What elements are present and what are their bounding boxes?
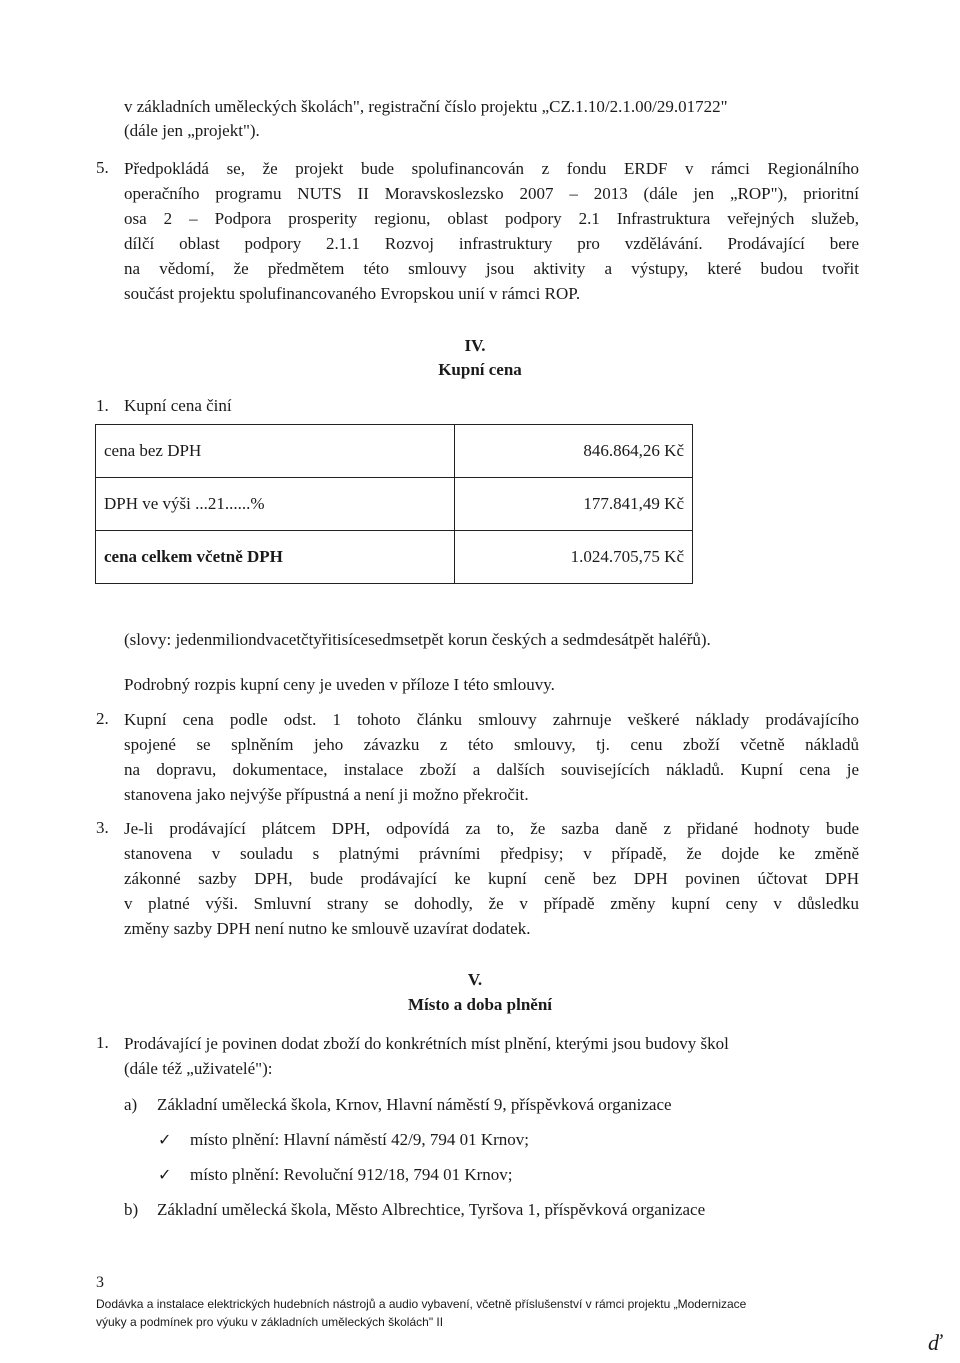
place-a-text: Základní umělecká škola, Krnov, Hlavní náměstí 9, příspěvková organizace	[157, 1095, 672, 1114]
item-5-line: na vědomí, že předmětem této smlouvy jsou aktivity a výstupy, které budou tvořit	[124, 259, 859, 278]
footer-line-2: výuky a podmínek pro výuku v základních uměleckých školách" II	[96, 1315, 444, 1329]
item-2-number: 2.	[96, 709, 109, 728]
place-a-item: místo plnění: Hlavní náměstí 42/9, 794 01 Krnov;	[190, 1130, 530, 1149]
place-line-1: Prodávající je povinen dodat zboží do konkrétních míst plnění, kterými jsou budovy škol	[124, 1034, 729, 1053]
item-3-line: Je-li prodávající plátcem DPH, odpovídá za to, že sazba daně z přidané hodnoty bude	[124, 819, 859, 838]
item-5-line: součást projektu spolufinancovaného Evropskou unií v rámci ROP.	[124, 284, 581, 303]
table-row	[96, 478, 693, 531]
item-5-number: 5.	[96, 158, 109, 177]
item-5-line: operačního programu NUTS II Moravskoslezsko 2007 – 2013 (dále jen „ROP"), prioritní	[124, 184, 859, 203]
item-5-line: osa 2 – Podpora prosperity regionu, oblast podpory 2.1 Infrastruktura veřejných služeb,	[124, 209, 859, 228]
place-b-label: b)	[124, 1200, 139, 1219]
total-label: cena celkem včetně DPH	[96, 531, 455, 584]
vat-label: DPH ve výši ...21......%	[96, 478, 455, 531]
handwritten-initials: ď	[928, 1330, 942, 1355]
price-intro-text: Kupní cena činí	[124, 396, 232, 415]
item-5-line: Předpokládá se, že projekt bude spolufinancován z fondu ERDF v rámci Regionálního	[124, 159, 859, 178]
price-intro-number: 1.	[96, 396, 109, 415]
item-3-line: zákonné sazby DPH, bude prodávající ke kupní ceně bez DPH povinen účtovat DPH	[124, 869, 859, 888]
price-detail-note: Podrobný rozpis kupní ceny je uveden v příloze I této smlouvy.	[124, 675, 555, 694]
price-label: cena bez DPH	[96, 425, 455, 478]
footer-line-1: Dodávka a instalace elektrických hudebních nástrojů a audio vybavení, včetně příslušenství v rámci projektu „Modernizace	[96, 1297, 747, 1311]
place-a-label: a)	[124, 1095, 138, 1114]
item-2-line: spojené se splněním jeho závazku z této smlouvy, tj. cenu zboží včetně nákladů	[124, 735, 859, 754]
section-5-number: V.	[467, 970, 483, 989]
section-4-title: Kupní cena	[438, 360, 522, 379]
intro-line-2: (dále jen „projekt").	[124, 121, 260, 140]
item-3-line: v platné výši. Smluvní strany se dohodly, že v případě změny kupní ceny v důsledku	[124, 894, 859, 913]
item-2-line: na dopravu, dokumentace, instalace zboží a dalších souvisejících nákladů. Kupní cena je	[124, 760, 859, 779]
table-row	[96, 531, 693, 584]
check-icon: ✓	[158, 1165, 172, 1184]
total-value: 1.024.705,75 Kč	[454, 531, 693, 584]
item-2-line: Kupní cena podle odst. 1 tohoto článku smlouvy zahrnuje veškeré náklady prodávajícího	[124, 710, 859, 729]
table-row	[96, 425, 693, 478]
item-3-line: stanovena v souladu s platnými právními předpisy; v případě, že dojde ke změně	[124, 844, 859, 863]
item-5-line: dílčí oblast podpory 2.1.1 Rozvoj infrastruktury pro vzdělávání. Prodávající bere	[124, 234, 859, 253]
intro-line-1: v základních uměleckých školách", registrační číslo projektu „CZ.1.10/2.1.00/29.01722"	[124, 97, 728, 116]
place-b-text: Základní umělecká škola, Město Albrechtice, Tyršova 1, příspěvková organizace	[157, 1200, 706, 1219]
item-3-number: 3.	[96, 818, 109, 837]
section-4-number: IV.	[464, 336, 486, 355]
vat-value: 177.841,49 Kč	[454, 478, 693, 531]
check-icon: ✓	[158, 1130, 172, 1149]
place-number: 1.	[96, 1033, 109, 1052]
place-line-2: (dále též „uživatelé"):	[124, 1059, 273, 1078]
price-in-words: (slovy: jedenmiliondvacetčtyřitisícesedmsetpět korun českých a sedmdesátpět haléřů).	[124, 630, 711, 649]
section-5-title: Místo a doba plnění	[407, 995, 553, 1014]
item-2-line: stanovena jako nejvýše přípustná a není ji možno překročit.	[124, 785, 529, 804]
page-number: 3	[96, 1274, 104, 1291]
price-value: 846.864,26 Kč	[454, 425, 693, 478]
place-a-item: místo plnění: Revoluční 912/18, 794 01 Krnov;	[190, 1165, 513, 1184]
item-3-line: změny sazby DPH není nutno ke smlouvě uzavírat dodatek.	[124, 919, 531, 938]
price-table	[95, 424, 693, 584]
